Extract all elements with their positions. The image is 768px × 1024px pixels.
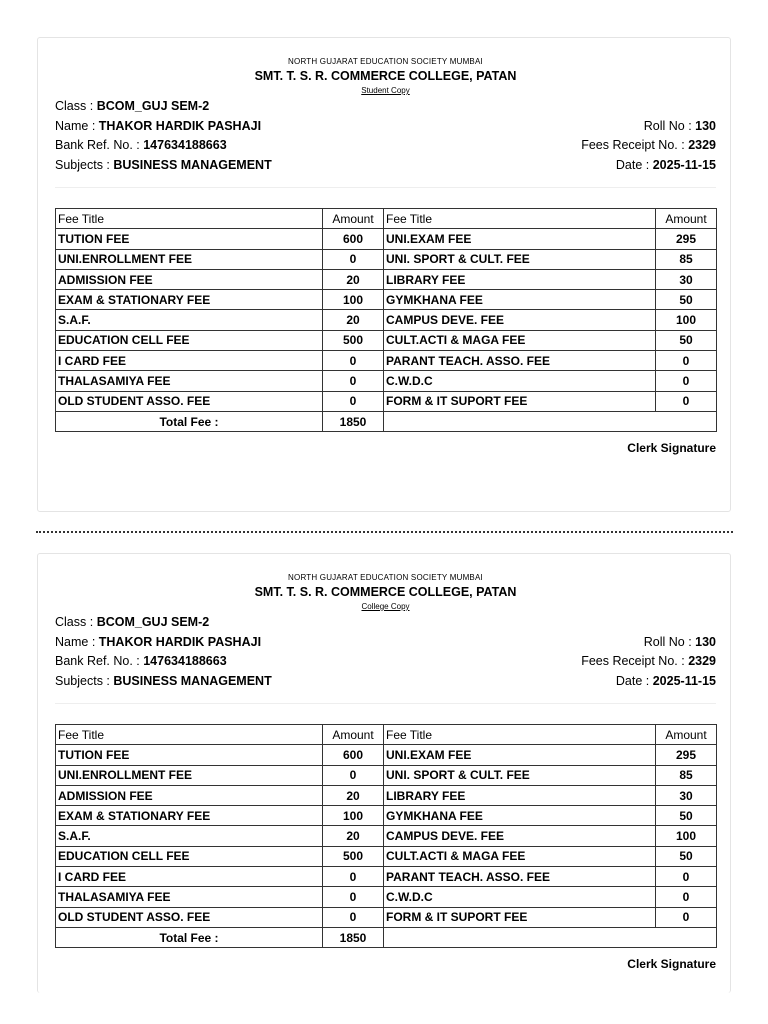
fee-title-cell: FORM & IT SUPORT FEE: [384, 907, 656, 927]
org-name: NORTH GUJARAT EDUCATION SOCIETY MUMBAI: [288, 573, 483, 582]
fee-row: [56, 867, 717, 887]
fee-row: [56, 269, 717, 289]
header-fee-title: Fee Title: [384, 725, 656, 745]
subjects-row: [55, 672, 716, 692]
fee-title-cell: EDUCATION CELL FEE: [56, 330, 323, 350]
fee-amount-cell: 295: [656, 745, 717, 765]
fee-amount-cell: 0: [323, 249, 384, 269]
fee-title-cell: LIBRARY FEE: [384, 785, 656, 805]
fee-amount-cell: 500: [323, 330, 384, 350]
class-value: BCOM_GUJ SEM-2: [96, 99, 210, 113]
receipt-value: 2329: [688, 138, 716, 152]
fee-amount-cell: 20: [323, 785, 384, 805]
fee-amount-cell: 0: [656, 391, 717, 411]
fee-row: [56, 290, 717, 310]
fee-table: [55, 208, 717, 432]
fee-title-cell: I CARD FEE: [56, 351, 323, 371]
fee-title-cell: FORM & IT SUPORT FEE: [384, 391, 656, 411]
receipt-field: [581, 652, 716, 672]
fee-row: [56, 846, 717, 866]
subjects-value: BUSINESS MANAGEMENT: [113, 157, 272, 172]
fee-amount-cell: 0: [656, 907, 717, 927]
fee-amount-cell: 500: [323, 846, 384, 866]
fee-amount-cell: 100: [656, 310, 717, 330]
fee-title-cell: EXAM & STATIONARY FEE: [56, 290, 323, 310]
fee-amount-cell: 0: [323, 867, 384, 887]
subjects-row: [55, 156, 716, 176]
fee-title-cell: I CARD FEE: [56, 867, 323, 887]
fee-title-cell: THALASAMIYA FEE: [56, 887, 323, 907]
class-row: [55, 613, 716, 633]
fee-row: [56, 229, 717, 249]
total-value: 1850: [323, 411, 384, 431]
bank-label: Bank Ref. No. :: [55, 654, 144, 668]
roll-value: 130: [695, 118, 716, 133]
total-row: [56, 927, 717, 947]
fee-table-body: [56, 229, 717, 432]
roll-label: Roll No :: [643, 634, 696, 649]
fee-amount-cell: 0: [656, 867, 717, 887]
fee-row: [56, 371, 717, 391]
fee-table-body: [56, 745, 717, 948]
student-copy-receipt: [37, 37, 731, 512]
fee-title-cell: S.A.F.: [56, 310, 323, 330]
class-value: BCOM_GUJ SEM-2: [96, 615, 210, 629]
fee-amount-cell: 0: [323, 887, 384, 907]
roll-field: [644, 117, 716, 137]
subjects-label: Subjects :: [55, 157, 114, 172]
fee-title-cell: ADMISSION FEE: [56, 785, 323, 805]
total-label: Total Fee :: [56, 927, 323, 947]
copy-label: Student Copy: [361, 86, 410, 95]
fee-amount-cell: 85: [656, 249, 717, 269]
header-fee-title: Fee Title: [56, 725, 323, 745]
fee-title-cell: C.W.D.C: [384, 887, 656, 907]
fee-title-cell: PARANT TEACH. ASSO. FEE: [384, 351, 656, 371]
bank-value: 147634188663: [143, 654, 227, 668]
fee-title-cell: UNI.ENROLLMENT FEE: [56, 765, 323, 785]
fee-table-header: [56, 209, 717, 229]
header-fee-title: Fee Title: [384, 209, 656, 229]
fee-title-cell: GYMKHANA FEE: [384, 806, 656, 826]
fee-amount-cell: 0: [323, 371, 384, 391]
fee-title-cell: S.A.F.: [56, 826, 323, 846]
date-label: Date :: [615, 157, 653, 172]
subjects-value: BUSINESS MANAGEMENT: [113, 673, 272, 688]
fee-row: [56, 907, 717, 927]
fee-amount-cell: 20: [323, 310, 384, 330]
fee-amount-cell: 100: [323, 806, 384, 826]
college-name: SMT. T. S. R. COMMERCE COLLEGE, PATAN: [254, 585, 517, 599]
fee-row: [56, 806, 717, 826]
header-amount: Amount: [656, 725, 717, 745]
fee-row: [56, 351, 717, 371]
bank-field: [55, 136, 227, 156]
header-amount: Amount: [656, 209, 717, 229]
divider: [55, 187, 716, 188]
copy-label: College Copy: [361, 602, 410, 611]
fee-amount-cell: 295: [656, 229, 717, 249]
date-field: [616, 156, 716, 176]
fee-row: [56, 249, 717, 269]
date-label: Date :: [615, 673, 653, 688]
fee-amount-cell: 50: [656, 846, 717, 866]
subjects-field: [55, 672, 272, 692]
name-row: [55, 117, 716, 137]
cut-line: [36, 531, 733, 533]
fee-row: [56, 310, 717, 330]
total-row: [56, 411, 717, 431]
name-label: Name :: [55, 118, 99, 133]
total-value: 1850: [323, 927, 384, 947]
receipt-value: 2329: [688, 654, 716, 668]
fee-row: [56, 391, 717, 411]
fee-table-header: [56, 725, 717, 745]
fee-amount-cell: 0: [656, 351, 717, 371]
org-name: NORTH GUJARAT EDUCATION SOCIETY MUMBAI: [288, 57, 483, 66]
name-field: [55, 633, 261, 653]
fee-amount-cell: 0: [323, 391, 384, 411]
header-fee-title: Fee Title: [56, 209, 323, 229]
fee-row: [56, 330, 717, 350]
receipt-label: Fees Receipt No. :: [581, 654, 689, 668]
fee-table: [55, 724, 717, 948]
total-empty-cell: [384, 411, 717, 431]
name-field: [55, 117, 261, 137]
fee-title-cell: UNI.EXAM FEE: [384, 745, 656, 765]
roll-label: Roll No :: [643, 118, 696, 133]
fee-row: [56, 785, 717, 805]
bank-value: 147634188663: [143, 138, 227, 152]
fee-amount-cell: 85: [656, 765, 717, 785]
fee-amount-cell: 100: [323, 290, 384, 310]
bank-row: [55, 652, 716, 672]
fee-row: [56, 765, 717, 785]
fee-amount-cell: 20: [323, 826, 384, 846]
fee-row: [56, 745, 717, 765]
fee-title-cell: PARANT TEACH. ASSO. FEE: [384, 867, 656, 887]
receipt-field: [581, 136, 716, 156]
fee-amount-cell: 0: [323, 765, 384, 785]
bank-row: [55, 136, 716, 156]
fee-title-cell: UNI.EXAM FEE: [384, 229, 656, 249]
receipt-inner: [55, 38, 716, 456]
fee-title-cell: C.W.D.C: [384, 371, 656, 391]
fee-amount-cell: 0: [656, 371, 717, 391]
fee-amount-cell: 50: [656, 806, 717, 826]
fee-title-cell: OLD STUDENT ASSO. FEE: [56, 391, 323, 411]
fee-amount-cell: 100: [656, 826, 717, 846]
fee-amount-cell: 0: [323, 351, 384, 371]
fee-title-cell: CULT.ACTI & MAGA FEE: [384, 846, 656, 866]
receipt-inner: [55, 554, 716, 972]
fee-amount-cell: 600: [323, 229, 384, 249]
fee-row: [56, 826, 717, 846]
fee-title-cell: CAMPUS DEVE. FEE: [384, 310, 656, 330]
fee-amount-cell: 50: [656, 290, 717, 310]
fee-amount-cell: 0: [656, 887, 717, 907]
bank-field: [55, 652, 227, 672]
class-row: [55, 97, 716, 117]
divider: [55, 703, 716, 704]
date-field: [616, 672, 716, 692]
class-label: Class :: [55, 99, 97, 113]
header-amount: Amount: [323, 209, 384, 229]
fee-title-cell: LIBRARY FEE: [384, 269, 656, 289]
fee-title-cell: ADMISSION FEE: [56, 269, 323, 289]
college-copy-receipt: [37, 553, 731, 993]
fee-title-cell: UNI. SPORT & CULT. FEE: [384, 765, 656, 785]
subjects-label: Subjects :: [55, 673, 114, 688]
name-value: THAKOR HARDIK PASHAJI: [98, 118, 262, 133]
class-field: [55, 97, 209, 117]
fee-title-cell: THALASAMIYA FEE: [56, 371, 323, 391]
receipt-label: Fees Receipt No. :: [581, 138, 689, 152]
fee-title-cell: CAMPUS DEVE. FEE: [384, 826, 656, 846]
fee-title-cell: GYMKHANA FEE: [384, 290, 656, 310]
class-field: [55, 613, 209, 633]
date-value: 2025-11-15: [652, 673, 716, 688]
fee-title-cell: UNI. SPORT & CULT. FEE: [384, 249, 656, 269]
roll-value: 130: [695, 634, 716, 649]
fee-amount-cell: 30: [656, 269, 717, 289]
clerk-signature: Clerk Signature: [627, 957, 716, 972]
total-empty-cell: [384, 927, 717, 947]
name-value: THAKOR HARDIK PASHAJI: [98, 634, 262, 649]
fee-amount-cell: 50: [656, 330, 717, 350]
roll-field: [644, 633, 716, 653]
fee-row: [56, 887, 717, 907]
fee-title-cell: TUTION FEE: [56, 229, 323, 249]
fee-amount-cell: 20: [323, 269, 384, 289]
total-label: Total Fee :: [56, 411, 323, 431]
fee-title-cell: UNI.ENROLLMENT FEE: [56, 249, 323, 269]
name-row: [55, 633, 716, 653]
name-label: Name :: [55, 634, 99, 649]
fee-amount-cell: 0: [323, 907, 384, 927]
class-label: Class :: [55, 615, 97, 629]
bank-label: Bank Ref. No. :: [55, 138, 144, 152]
fee-amount-cell: 30: [656, 785, 717, 805]
fee-title-cell: EDUCATION CELL FEE: [56, 846, 323, 866]
header-amount: Amount: [323, 725, 384, 745]
fee-title-cell: OLD STUDENT ASSO. FEE: [56, 907, 323, 927]
subjects-field: [55, 156, 272, 176]
fee-title-cell: CULT.ACTI & MAGA FEE: [384, 330, 656, 350]
fee-title-cell: TUTION FEE: [56, 745, 323, 765]
college-name: SMT. T. S. R. COMMERCE COLLEGE, PATAN: [254, 69, 517, 83]
date-value: 2025-11-15: [652, 157, 716, 172]
fee-title-cell: EXAM & STATIONARY FEE: [56, 806, 323, 826]
fee-amount-cell: 600: [323, 745, 384, 765]
clerk-signature: Clerk Signature: [627, 441, 716, 456]
